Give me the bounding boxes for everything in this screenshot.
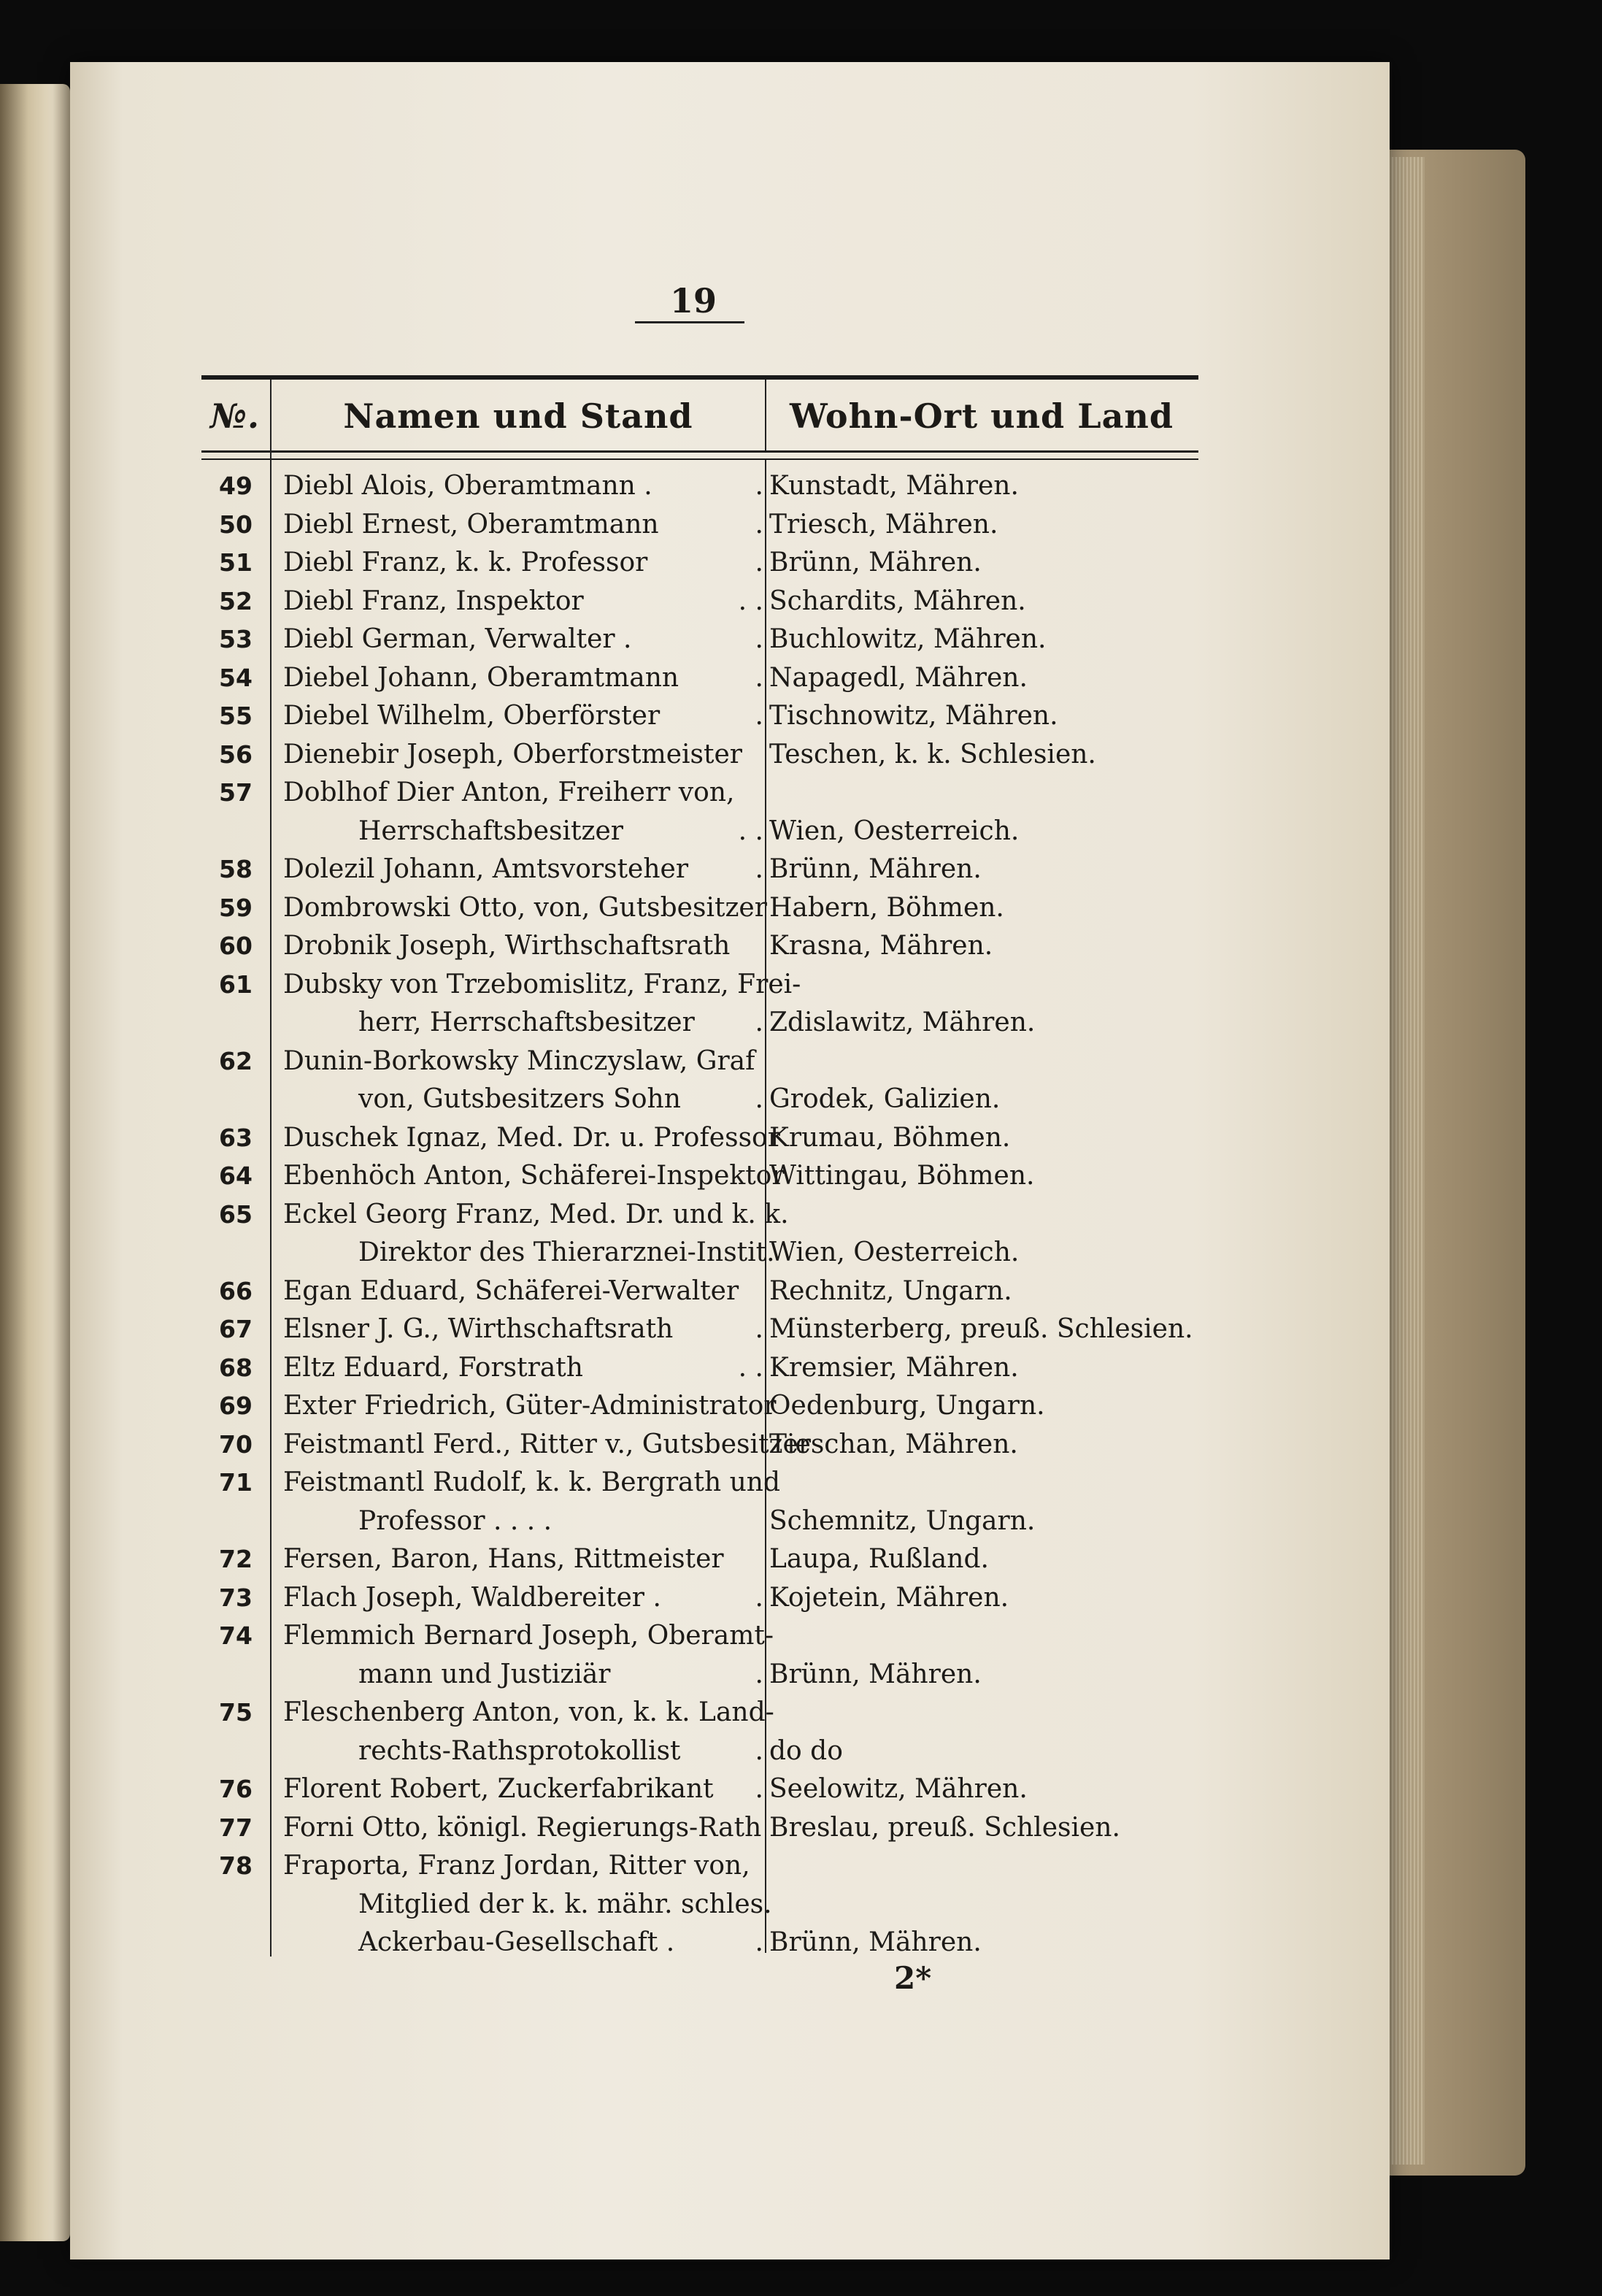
- row-name-and-rank: Diebl Ernest, Oberamtmann: [283, 509, 659, 540]
- row-leader-dots: . .: [738, 1352, 763, 1383]
- table-row: [201, 1847, 1238, 1885]
- row-residence: Breslau, preuß. Schlesien.: [769, 1812, 1120, 1843]
- table-row: [201, 736, 1238, 774]
- table-row: [201, 1924, 1238, 1962]
- row-residence: Habern, Böhmen.: [769, 892, 1004, 923]
- row-residence: Kremsier, Mähren.: [769, 1352, 1019, 1383]
- row-number: 51: [219, 548, 253, 577]
- table-row: [201, 1579, 1238, 1617]
- row-name-and-rank: von, Gutsbesitzers Sohn: [358, 1084, 681, 1114]
- table-row: [201, 1349, 1238, 1387]
- row-number: 62: [219, 1046, 253, 1075]
- row-number: 71: [219, 1468, 253, 1497]
- row-residence: Wien, Oesterreich.: [769, 815, 1020, 846]
- table-row: [201, 621, 1238, 659]
- row-residence: Tischnowitz, Mähren.: [769, 701, 1058, 731]
- header-rule-thin: [201, 458, 1198, 460]
- table-row: [201, 506, 1238, 544]
- row-leader-dots: .: [755, 1659, 763, 1689]
- table-row: [201, 1770, 1238, 1808]
- page-number-rule: [635, 321, 744, 323]
- row-residence: Krumau, Böhmen.: [769, 1122, 1011, 1153]
- table-row: [201, 813, 1238, 851]
- table-top-rule: [201, 375, 1198, 380]
- row-residence: Krasna, Mähren.: [769, 931, 993, 961]
- row-number: 68: [219, 1353, 253, 1382]
- row-number: 65: [219, 1199, 253, 1229]
- column-divider-header: [765, 380, 766, 450]
- row-leader-dots: .: [755, 548, 763, 577]
- header-place: Wohn-Ort und Land: [790, 396, 1174, 436]
- row-name-and-rank: Florent Robert, Zuckerfabrikant: [283, 1774, 714, 1804]
- row-number: 77: [219, 1813, 253, 1842]
- row-residence: Grodek, Galizien.: [769, 1084, 1001, 1114]
- row-residence: Schemnitz, Ungarn.: [769, 1505, 1036, 1536]
- row-number: 73: [219, 1583, 253, 1612]
- row-number: 69: [219, 1391, 253, 1420]
- row-leader-dots: .: [755, 1774, 763, 1804]
- row-leader-dots: .: [755, 471, 763, 501]
- row-name-and-rank: Forni Otto, königl. Regierungs-Rath: [283, 1812, 762, 1843]
- row-number: 53: [219, 625, 253, 653]
- row-residence: Rechnitz, Ungarn.: [769, 1275, 1012, 1306]
- table-row: [201, 1732, 1238, 1770]
- row-number: 78: [219, 1851, 253, 1880]
- row-leader-dots: .: [755, 1735, 763, 1766]
- row-number: 76: [219, 1775, 253, 1803]
- signature-mark: 2*: [894, 1960, 932, 1996]
- row-name-and-rank: Mitglied der k. k. mähr. schles.: [358, 1889, 772, 1919]
- row-name-and-rank: Elsner J. G., Wirthschaftsrath: [283, 1314, 674, 1344]
- row-residence: Wittingau, Böhmen.: [769, 1161, 1035, 1191]
- page-number: 19: [669, 281, 717, 320]
- row-residence: Zdislawitz, Mähren.: [769, 1007, 1036, 1037]
- row-leader-dots: .: [755, 854, 763, 884]
- row-name-and-rank: Egan Eduard, Schäferei-Verwalter: [283, 1275, 739, 1306]
- row-number: 50: [219, 510, 253, 539]
- row-name-and-rank: Fersen, Baron, Hans, Rittmeister: [283, 1544, 724, 1574]
- table-row: [201, 1272, 1238, 1310]
- row-number: 72: [219, 1545, 253, 1573]
- row-number: 56: [219, 740, 253, 769]
- table-row: [201, 1310, 1238, 1348]
- row-name-and-rank: Flemmich Bernard Joseph, Oberamt-: [283, 1621, 774, 1651]
- row-name-and-rank: Professor . . . .: [358, 1505, 552, 1536]
- row-leader-dots: . .: [738, 585, 763, 616]
- table-row: [201, 774, 1238, 812]
- row-name-and-rank: Diebel Wilhelm, Oberförster: [283, 701, 661, 731]
- row-residence: Kunstadt, Mähren.: [769, 471, 1019, 501]
- table-row: [201, 659, 1238, 697]
- table-row: [201, 1426, 1238, 1464]
- table-row: [201, 697, 1238, 735]
- row-leader-dots: .: [755, 1927, 763, 1957]
- row-number: 60: [219, 932, 253, 960]
- row-number: 64: [219, 1162, 253, 1190]
- table-row: [201, 1809, 1238, 1847]
- row-name-and-rank: Diebel Johann, Oberamtmann: [283, 662, 679, 693]
- row-name-and-rank: Duschek Ignaz, Med. Dr. u. Professor: [283, 1122, 780, 1153]
- row-residence: Kojetein, Mähren.: [769, 1582, 1009, 1613]
- row-leader-dots: .: [755, 701, 763, 731]
- row-name-and-rank: Drobnik Joseph, Wirthschaftsrath: [283, 931, 731, 961]
- table-row: [201, 1196, 1238, 1234]
- table-row: [201, 1656, 1238, 1694]
- table-row: [201, 1540, 1238, 1578]
- header-rule: [201, 450, 1198, 453]
- row-name-and-rank: Exter Friedrich, Güter-Administrator: [283, 1391, 777, 1421]
- header-number: №.: [209, 396, 260, 436]
- table-row: [201, 467, 1238, 505]
- row-name-and-rank: Dombrowski Otto, von, Gutsbesitzer: [283, 892, 767, 923]
- row-name-and-rank: Herrschaftsbesitzer: [358, 815, 623, 846]
- table-row: [201, 544, 1238, 582]
- row-residence: Brünn, Mähren.: [769, 548, 982, 577]
- row-number: 54: [219, 663, 253, 692]
- row-leader-dots: .: [755, 1084, 763, 1114]
- row-leader-dots: .: [755, 624, 763, 654]
- row-number: 52: [219, 586, 253, 615]
- row-residence: Wien, Oesterreich.: [769, 1237, 1020, 1267]
- table-row: [201, 966, 1238, 1004]
- row-leader-dots: .: [755, 1007, 763, 1037]
- row-number: 75: [219, 1698, 253, 1727]
- table-row: [201, 851, 1238, 888]
- row-residence: Buchlowitz, Mähren.: [769, 624, 1047, 654]
- row-number: 55: [219, 702, 253, 730]
- table-row: [201, 1080, 1238, 1118]
- row-residence: Teschen, k. k. Schlesien.: [769, 739, 1096, 769]
- row-name-and-rank: Eltz Eduard, Forstrath: [283, 1352, 583, 1383]
- row-leader-dots: .: [755, 662, 763, 693]
- row-number: 66: [219, 1276, 253, 1305]
- row-name-and-rank: Ackerbau-Gesellschaft .: [358, 1927, 675, 1957]
- table-row: [201, 583, 1238, 621]
- row-number: 74: [219, 1621, 253, 1650]
- table-row: [201, 1157, 1238, 1195]
- row-name-and-rank: Feistmantl Ferd., Ritter v., Gutsbesitzer: [283, 1429, 811, 1459]
- table-row: [201, 1694, 1238, 1732]
- row-residence: Schardits, Mähren.: [769, 585, 1026, 616]
- row-name-and-rank: Ebenhöch Anton, Schäferei-Inspektor: [283, 1161, 785, 1191]
- row-number: 58: [219, 855, 253, 883]
- row-number: 63: [219, 1123, 253, 1152]
- row-name-and-rank: Fleschenberg Anton, von, k. k. Land-: [283, 1697, 774, 1727]
- row-number: 67: [219, 1315, 253, 1343]
- row-name-and-rank: herr, Herrschaftsbesitzer: [358, 1007, 695, 1037]
- row-residence: Napagedl, Mähren.: [769, 662, 1028, 693]
- table-row: [201, 1234, 1238, 1272]
- row-residence: do do: [769, 1735, 843, 1766]
- row-residence: Triesch, Mähren.: [769, 509, 998, 540]
- row-leader-dots: . .: [738, 815, 763, 846]
- row-name-and-rank: Diebl Franz, Inspektor: [283, 585, 584, 616]
- row-name-and-rank: Flach Joseph, Waldbereiter .: [283, 1582, 661, 1613]
- row-residence: Münsterberg, preuß. Schlesien.: [769, 1314, 1193, 1344]
- header-name: Namen und Stand: [343, 396, 693, 436]
- row-number: 59: [219, 893, 253, 922]
- table-row: [201, 1387, 1238, 1425]
- row-number: 70: [219, 1429, 253, 1459]
- row-name-and-rank: Diebl Alois, Oberamtmann .: [283, 471, 652, 501]
- row-leader-dots: .: [755, 1582, 763, 1613]
- table-row: [201, 927, 1238, 965]
- row-name-and-rank: Doblhof Dier Anton, Freiherr von,: [283, 778, 735, 807]
- table-row: [201, 1886, 1238, 1924]
- table-row: [201, 1464, 1238, 1502]
- row-name-and-rank: rechts-Rathsprotokollist: [358, 1735, 681, 1766]
- row-name-and-rank: Diebl Franz, k. k. Professor: [283, 548, 648, 577]
- row-name-and-rank: Eckel Georg Franz, Med. Dr. und k. k.: [283, 1199, 789, 1229]
- row-residence: Seelowitz, Mähren.: [769, 1774, 1028, 1804]
- row-name-and-rank: Dolezil Johann, Amtsvorsteher: [283, 854, 689, 884]
- row-name-and-rank: Dubsky von Trzebomislitz, Franz, Frei-: [283, 969, 801, 999]
- row-number: 57: [219, 778, 253, 807]
- row-name-and-rank: Dienebir Joseph, Oberforstmeister: [283, 739, 743, 769]
- row-number: 49: [219, 472, 253, 500]
- row-leader-dots: .: [755, 509, 763, 540]
- table-row: [201, 1119, 1238, 1157]
- row-number: 61: [219, 970, 253, 999]
- row-residence: Tieschan, Mähren.: [769, 1429, 1018, 1459]
- table-row: [201, 1502, 1238, 1540]
- row-leader-dots: .: [755, 1314, 763, 1344]
- table-row: [201, 1043, 1238, 1080]
- row-residence: Brünn, Mähren.: [769, 1659, 982, 1689]
- table-row: [201, 1004, 1238, 1042]
- row-residence: Laupa, Rußland.: [769, 1544, 989, 1574]
- row-name-and-rank: Direktor des Thierarznei-Instit.: [358, 1237, 775, 1267]
- row-residence: Oedenburg, Ungarn.: [769, 1391, 1045, 1421]
- row-name-and-rank: Diebl German, Verwalter .: [283, 624, 632, 654]
- table-row: [201, 889, 1238, 927]
- row-name-and-rank: Dunin-Borkowsky Minczyslaw, Graf: [283, 1045, 755, 1076]
- row-name-and-rank: Feistmantl Rudolf, k. k. Bergrath und: [283, 1467, 781, 1497]
- table-row: [201, 1617, 1238, 1655]
- row-residence: Brünn, Mähren.: [769, 854, 982, 884]
- row-name-and-rank: mann und Justiziär: [358, 1659, 611, 1689]
- row-name-and-rank: Fraporta, Franz Jordan, Ritter von,: [283, 1851, 750, 1881]
- row-residence: Brünn, Mähren.: [769, 1927, 982, 1957]
